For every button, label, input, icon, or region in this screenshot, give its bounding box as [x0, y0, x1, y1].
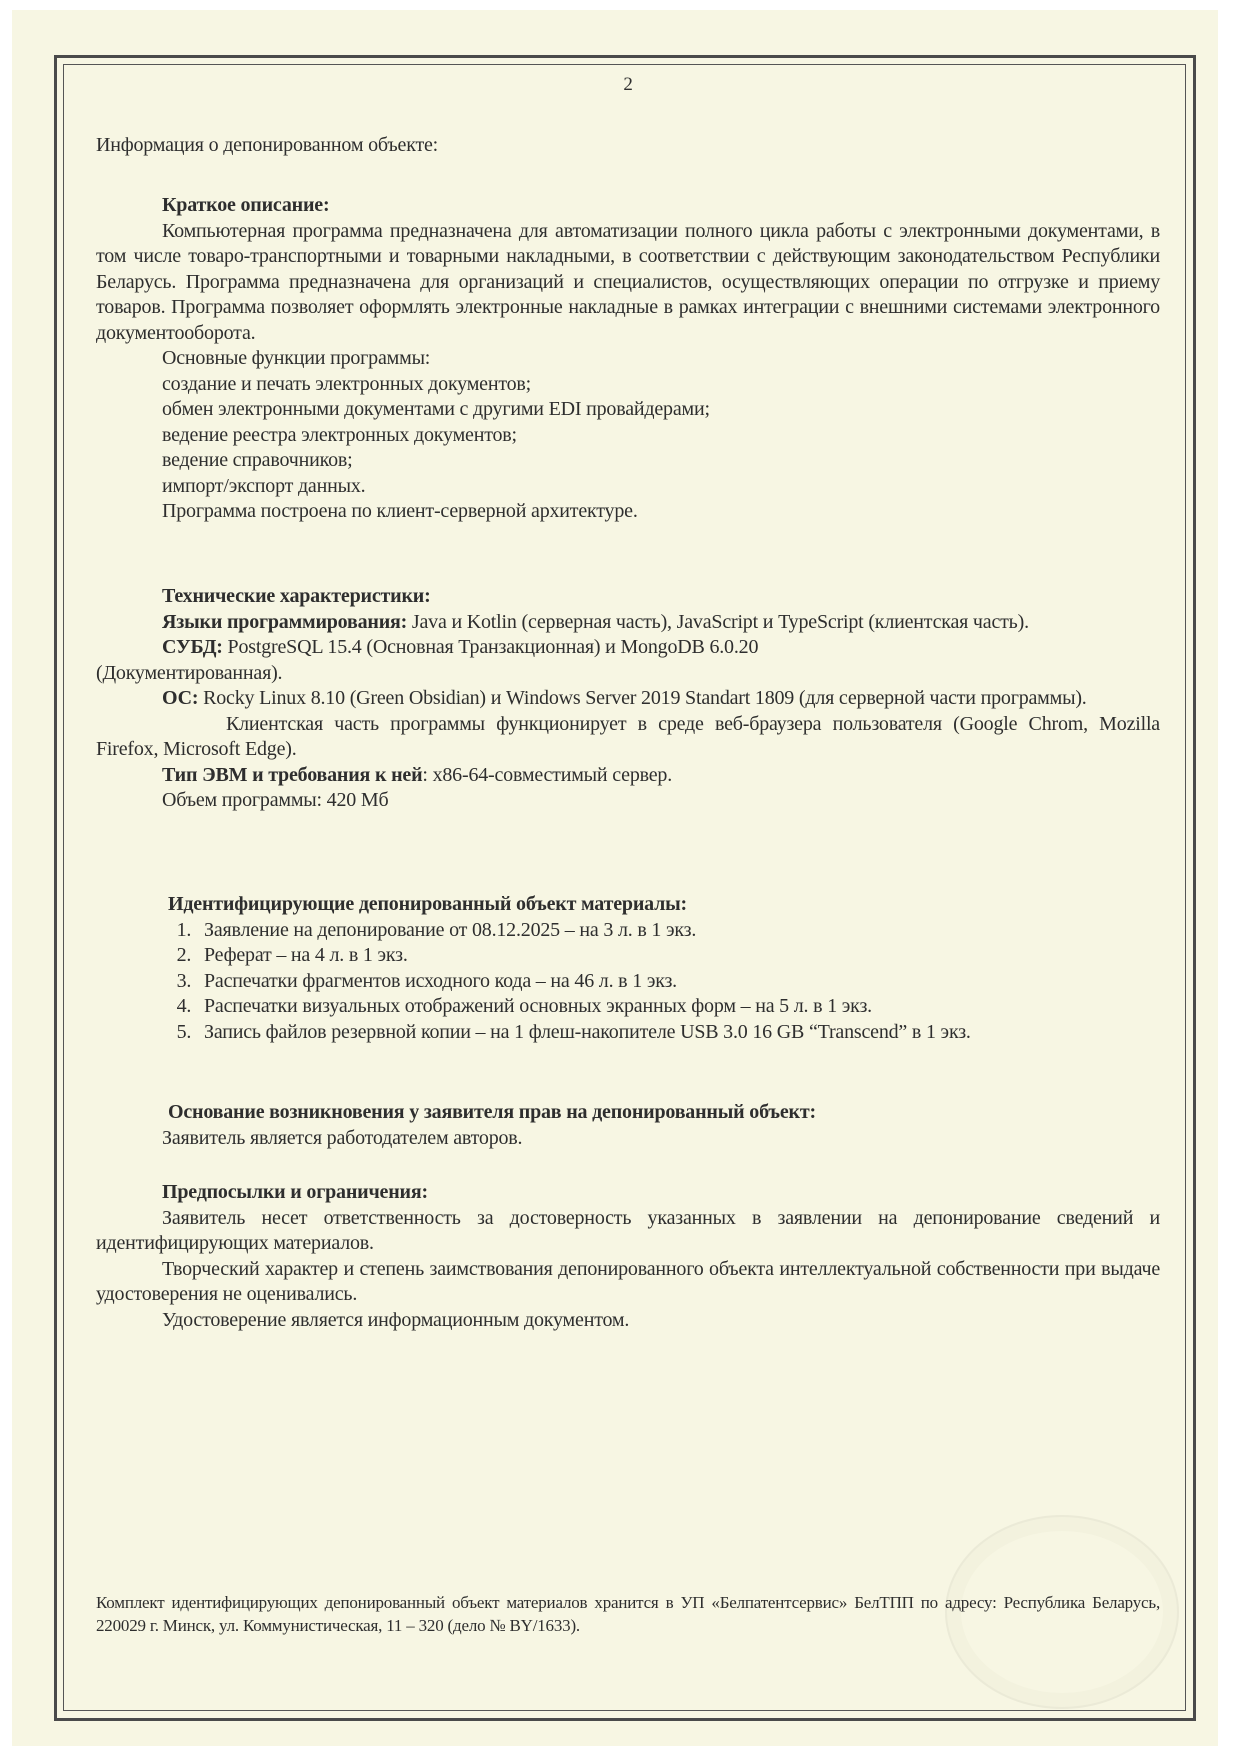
limits-heading: Предпосылки и ограничения: — [162, 1181, 428, 1203]
materials-heading: Идентифицирующие депонированный объект материалы: — [168, 893, 688, 915]
summary-heading: Краткое описание: — [162, 194, 330, 216]
materials-item: 3. Распечатки фрагментов исходного кода – на 46 л. в 1 экз. — [196, 969, 1160, 995]
architecture-line: Программа построена по клиент-серверной архитектуре. — [162, 500, 638, 522]
materials-item: 1. Заявление на депонирование от 08.12.2025 – на 3 л. в 1 экз. — [196, 918, 1160, 944]
summary-section — [96, 193, 1160, 525]
os-line — [96, 686, 1160, 712]
languages-value: Java и Kotlin (серверная часть), JavaScript и TypeScript (клиентская часть). — [407, 610, 1029, 633]
rights-section — [96, 1100, 1160, 1151]
os-label: ОС: — [162, 687, 199, 709]
hardware-line — [96, 763, 1160, 789]
limits-paragraph: Творческий характер и степень заимствования депонированного объекта интеллектуальной собственности при выдаче удостоверения не оценивались. — [96, 1257, 1160, 1305]
dbms-value: PostgreSQL 15.4 (Основная Транзакционная) и MongoDB 6.0.20 — [222, 636, 759, 658]
functions-title: Основные функции программы: — [162, 347, 431, 369]
materials-item: 2. Реферат – на 4 л. в 1 экз. — [196, 943, 1160, 969]
page-number: 2 — [623, 74, 633, 95]
limits-section — [96, 1180, 1160, 1333]
storage-footer: Комплект идентифицирующих депонированный объект материалов хранится в УП «Белпатентсервис» БелТПП по адресу: Республика Беларусь, 220029 г. Минск, ул. Коммунистическая, 11 – 320 (дело № BY/1633). — [96, 1593, 1160, 1635]
function-item: создание и печать электронных документов; — [162, 372, 532, 395]
limits-paragraph: Заявитель несет ответственность за достоверность указанных в заявлении на депонирование сведений и идентифицирующих материалов. — [96, 1206, 1160, 1254]
function-item: импорт/экспорт данных. — [162, 474, 366, 497]
tech-section — [96, 584, 1160, 814]
rights-text: Заявитель является работодателем авторов. — [162, 1126, 523, 1149]
client-line: Клиентская часть программы функционирует в среде веб-браузера пользователя (Google Chrom, Mozilla Firefox, Microsoft Edge). — [96, 712, 1160, 760]
materials-item: 4. Распечатки визуальных отображений основных экранных форм – на 5 л. в 1 экз. — [196, 994, 1160, 1020]
materials-item: 5. Запись файлов резервной копии – на 1 флеш-накопителе USB 3.0 16 GB “Transcend” в 1 экз. — [196, 1020, 1160, 1046]
program-size: Объем программы: 420 Мб — [162, 789, 389, 811]
hardware-value: : x86-64-совместимый сервер. — [422, 763, 673, 786]
function-item: ведение справочников; — [162, 449, 353, 471]
materials-section — [96, 892, 1160, 1045]
intro-line: Информация о депонированном объекте: — [96, 134, 439, 156]
dbms-line — [96, 635, 1160, 661]
limits-paragraph: Удостоверение является информационным документом. — [162, 1308, 630, 1331]
function-item: ведение реестра электронных документов; — [162, 423, 517, 446]
languages-line — [96, 610, 1160, 636]
dbms-label: СУБД: — [162, 636, 223, 658]
function-item: обмен электронными документами с другими EDI провайдерами; — [162, 398, 710, 420]
dbms-line-2: (Документированная). — [96, 661, 283, 684]
materials-list — [96, 918, 1160, 1046]
tech-heading: Технические характеристики: — [162, 585, 431, 607]
languages-label: Языки программирования: — [162, 610, 408, 633]
summary-paragraph: Компьютерная программа предназначена для автоматизации полного цикла работы с электронными документами, в том числе товаро-транспортными и товарными накладными, в соответствии с действующим законодательством Республики Беларусь. Программа предназначена для организаций и специалистов, осуществляющих операции по отгрузке и приему товаров. Программа позволяет оформлять электронные накладные в рамках интеграции с внешними системами электронного документооборота. — [96, 219, 1160, 344]
rights-heading: Основание возникновения у заявителя прав на депонированный объект: — [168, 1101, 816, 1123]
hardware-label: Тип ЭВМ и требования к ней — [162, 763, 423, 786]
os-value: Rocky Linux 8.10 (Green Obsidian) и Windows Server 2019 Standart 1809 (для серверной части программы). — [198, 687, 1087, 709]
